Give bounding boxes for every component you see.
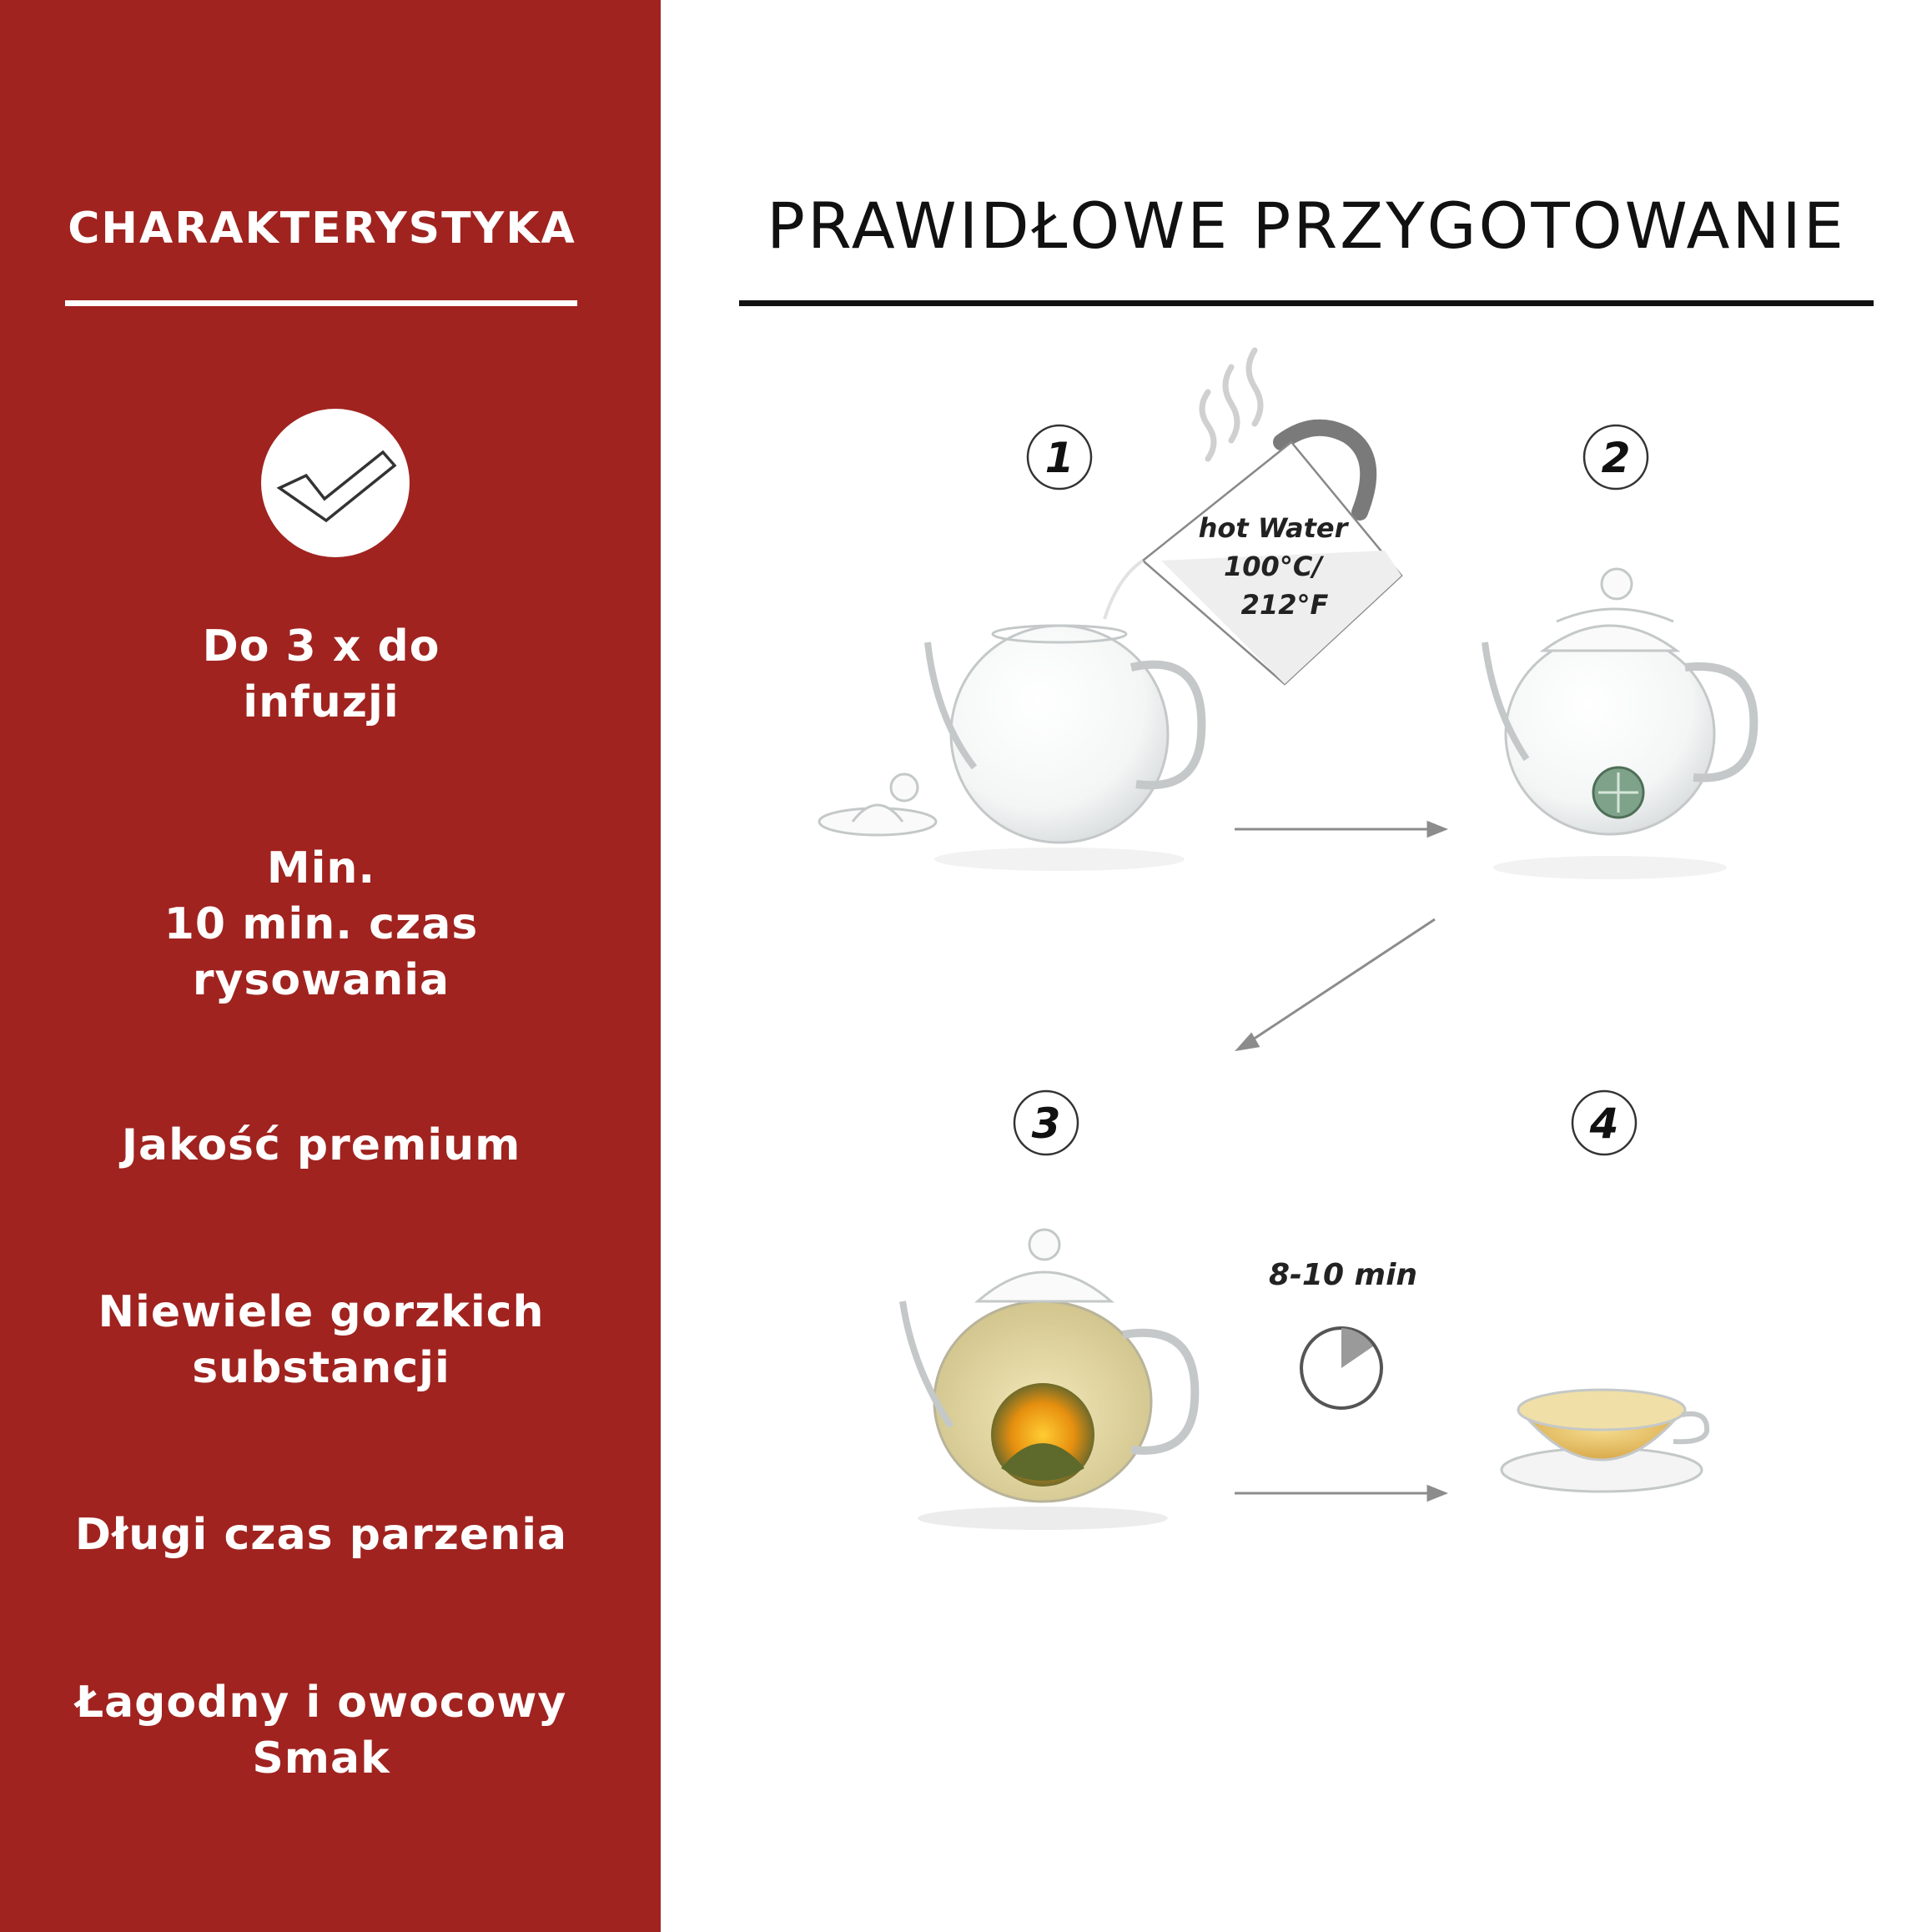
preparation-divider bbox=[739, 300, 1874, 306]
step-3-badge bbox=[1014, 1091, 1078, 1155]
preparation-title: PRAWIDŁOWE PRZYGOTOWANIE bbox=[767, 189, 1846, 263]
arrow-right-icon bbox=[1235, 1487, 1445, 1500]
step-4-label: 4 bbox=[1589, 1099, 1619, 1148]
feature-premium-quality: Jakość premium bbox=[121, 1120, 521, 1170]
feature-steep-time: Min. 10 min. czas rysowania bbox=[164, 843, 479, 1005]
preparation-illustration bbox=[739, 334, 1907, 1602]
teapot-with-blooming-tea-illustration bbox=[903, 1230, 1195, 1530]
time-label: 8-10 min bbox=[1268, 1258, 1418, 1292]
feature-long-brewing: Długi czas parzenia bbox=[74, 1510, 568, 1560]
characteristics-sidebar bbox=[0, 0, 661, 1932]
sidebar-title: CHARAKTERYSTYKA bbox=[68, 204, 576, 254]
hot-water-jug-icon bbox=[1104, 428, 1401, 684]
step-2-label: 2 bbox=[1601, 434, 1631, 482]
tea-cup-illustration bbox=[1502, 1390, 1707, 1492]
empty-teapot-illustration bbox=[819, 626, 1201, 871]
water-label: hot Water bbox=[1198, 512, 1348, 544]
checkmark-icon bbox=[261, 409, 410, 557]
teapot-with-tea-ball-illustration bbox=[1485, 569, 1753, 879]
step-3-label: 3 bbox=[1031, 1099, 1061, 1148]
step-1-badge bbox=[1028, 425, 1091, 489]
timer-icon bbox=[1269, 1258, 1417, 1408]
water-temp-f: 212°F bbox=[1240, 589, 1329, 621]
feature-mild-fruity-taste: Łagodny i owocowy Smak bbox=[75, 1678, 567, 1784]
feature-low-bitterness: Niewiele gorzkich substancji bbox=[98, 1287, 545, 1393]
feature-infusions: Do 3 x do infuzji bbox=[202, 621, 440, 727]
water-temp-c: 100°C/ bbox=[1224, 551, 1322, 582]
step-1-label: 1 bbox=[1044, 434, 1074, 482]
arrow-right-icon bbox=[1235, 823, 1445, 836]
step-2-badge bbox=[1584, 425, 1648, 489]
arrow-down-left-icon bbox=[1238, 919, 1435, 1049]
sidebar-divider bbox=[65, 300, 577, 306]
step-4-badge bbox=[1572, 1091, 1636, 1155]
steam-icon bbox=[1202, 350, 1260, 459]
